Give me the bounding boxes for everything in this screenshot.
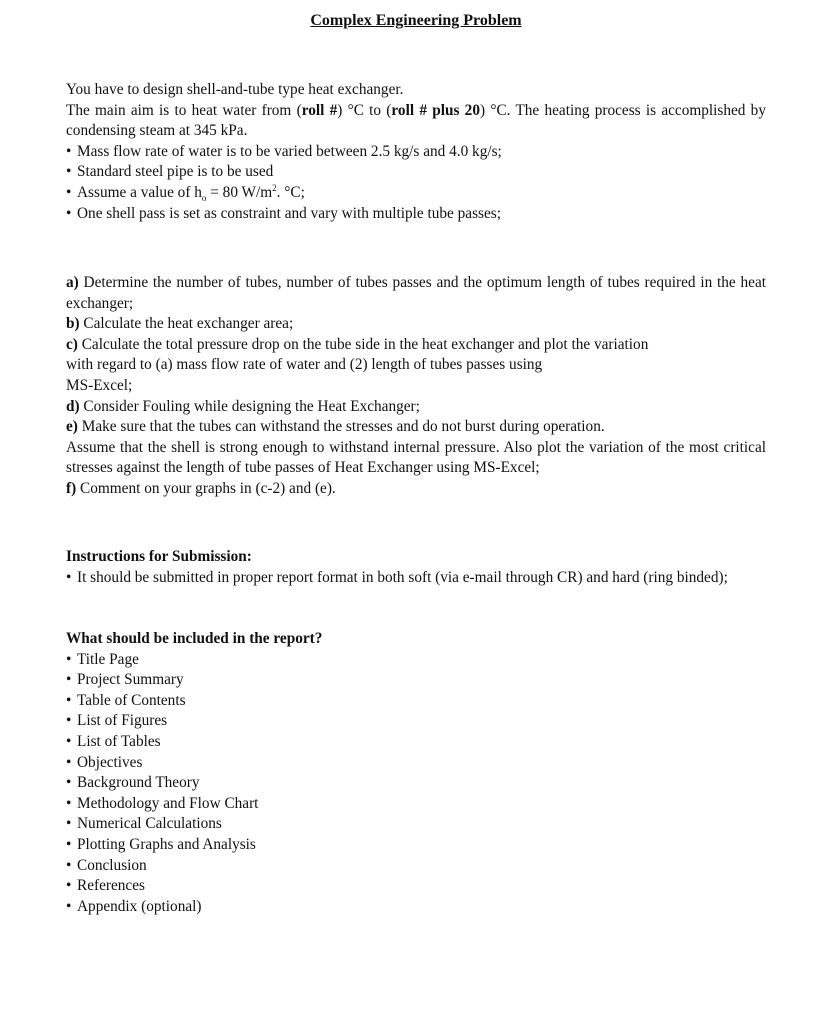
bullet-icon: • [66,183,72,201]
aim-paragraph: The main aim is to heat water from (roll #) °C to (roll # plus 20) °C. The heating process is accomplished by condensing steam at 345 kPa. [66,101,766,140]
page-title: Complex Engineering Problem [310,12,522,29]
bullet-icon: • [66,732,72,750]
task-c: c) Calculate the total pressure drop on the tube side in the heat exchanger and plot the variation with regard to (a) mass flow rate of water and (2) length of tubes passes using MS-Excel; [66,335,649,394]
task-d: d) Consider Fouling while designing the Heat Exchanger; [66,397,420,415]
report-items-list [66,650,766,918]
intro-bullet-pipe: • Standard steel pipe is to be used [66,162,766,183]
intro-bullet-shell-pass: • One shell pass is set as constraint and vary with multiple tube passes; [66,204,766,225]
report-section [66,629,766,917]
intro-section [66,80,766,224]
bullet-icon: • [66,650,72,668]
list-item: • Conclusion [66,856,766,877]
intro-bullet-ho: • Assume a value of $h_o = 80$ $W/m^2$. °C; [66,182,305,204]
task-f: f) Comment on your graphs in (c-2) and (e). [66,479,336,497]
task-b: b) Calculate the heat exchanger area; [66,315,294,333]
bullet-icon: • [66,897,72,915]
submission-heading: Instructions for Submission: [66,548,252,565]
list-item: • Title Page [66,650,766,671]
report-heading: What should be included in the report? [66,630,323,647]
list-item: • Table of Contents [66,691,766,712]
roll-number: roll # [301,101,338,119]
bullet-icon: • [66,835,72,853]
list-item: • Appendix (optional) [66,897,766,918]
list-item: • References [66,876,766,897]
submission-bullet: • It should be submitted in proper report format in both soft (via e-mail through CR) and hard (ring binded); [66,568,766,589]
list-item: • Background Theory [66,773,766,794]
list-item: • Methodology and Flow Chart [66,794,766,815]
list-item: • Plotting Graphs and Analysis [66,835,766,856]
roll-number-plus-20: roll # plus 20 [391,101,480,119]
bullet-icon: • [66,815,72,833]
bullet-icon: • [66,671,72,689]
tasks-section [66,273,766,500]
submission-section [66,547,766,588]
bullet-icon: • [66,753,72,771]
bullet-icon: • [66,691,72,709]
bullet-icon: • [66,877,72,895]
list-item: • List of Tables [66,732,766,753]
intro-bullet-mass-flow: • Mass flow rate of water is to be varied between 2.5 kg/s and 4.0 kg/s; [66,142,766,163]
bullet-icon: • [66,712,72,730]
bullet-icon: • [66,204,72,222]
list-item: • Project Summary [66,670,766,691]
bullet-icon: • [66,856,72,874]
task-e: e) Make sure that the tubes can withstand the stresses and do not burst during operation. Assume that the shell is strong enough to withstand internal pressure. Also plot the variation of the most critical stresses against the length of tube passes of Heat Exchanger using MS-Excel; [66,418,766,477]
bullet-icon: • [66,774,72,792]
bullet-icon: • [66,163,72,181]
intro-line: You have to design shell-and-tube type heat exchanger. [66,81,404,98]
list-item: • Numerical Calculations [66,814,766,835]
task-a: a) Determine the number of tubes, number of tubes passes and the optimum length of tubes required in the heat exchanger; [66,274,766,312]
list-item: • List of Figures [66,711,766,732]
bullet-icon: • [66,142,72,160]
list-item: • Objectives [66,753,766,774]
bullet-icon: • [66,794,72,812]
bullet-icon: • [66,568,72,586]
